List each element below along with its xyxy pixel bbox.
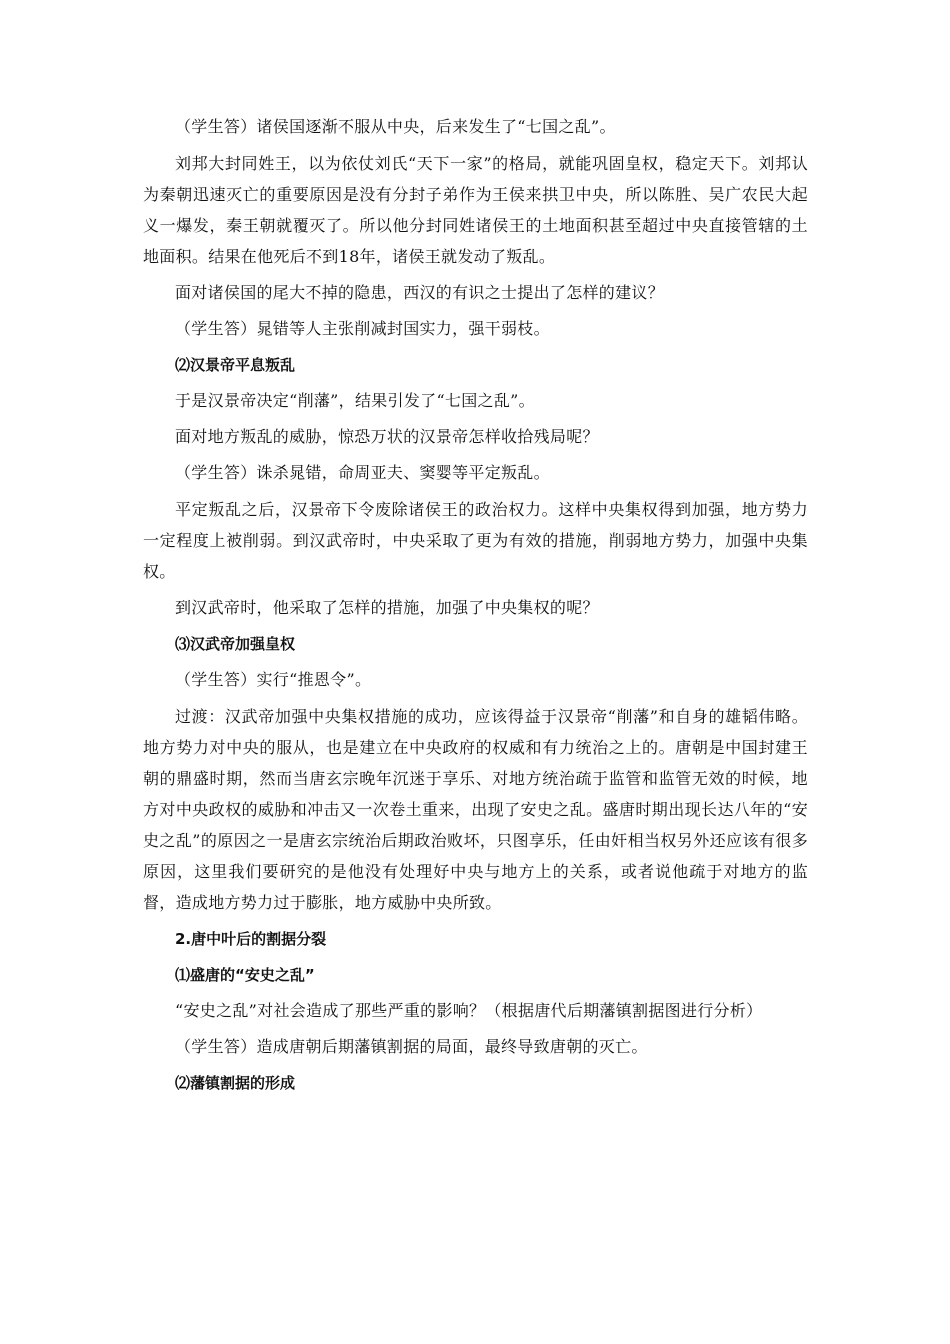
- document-page: [143, 118, 808, 1110]
- section-heading: 2.唐中叶后的割据分裂: [175, 930, 327, 948]
- paragraph: “安史之乱”对社会造成了那些严重的影响？（根据唐代后期藩镇割据图进行分析）: [175, 1001, 763, 1020]
- paragraph: （学生答）诛杀晁错，命周亚夫、窦婴等平定叛乱。: [175, 463, 550, 482]
- paragraph: 刘邦大封同姓王，以为依仗刘氏“天下一家”的格局，就能巩固皇权，稳定天下。刘邦认为秦朝迅速灭亡的重要原因是没有分封子弟作为王侯来拱卫中央，所以陈胜、吴广农民大起义一爆发，秦王朝就覆灭了。所以他分封同姓诸侯王的土地面积甚至超过中央直接管辖的土地面积。结果在他死后不到18年，诸侯王就发动了叛乱。: [143, 154, 808, 266]
- section-heading: ⑵汉景帝平息叛乱: [175, 356, 296, 374]
- paragraph: 于是汉景帝决定“削藩”，结果引发了“七国之乱”。: [175, 391, 535, 410]
- paragraph: 面对诸侯国的尾大不掉的隐患，西汉的有识之士提出了怎样的建议？: [175, 283, 665, 302]
- subsection-heading: ⑴盛唐的“安史之乱”: [175, 966, 315, 984]
- paragraph: （学生答）实行“推恩令”。: [175, 670, 372, 689]
- paragraph: （学生答）诸侯国逐渐不服从中央，后来发生了“七国之乱”。: [175, 117, 616, 136]
- paragraph: 面对地方叛乱的威胁，惊恐万状的汉景帝怎样收拾残局呢？: [175, 427, 599, 446]
- subsection-heading: ⑵藩镇割据的形成: [175, 1074, 296, 1092]
- paragraph: （学生答）造成唐朝后期藩镇割据的局面，最终导致唐朝的灭亡。: [175, 1037, 648, 1056]
- paragraph: 过渡：汉武帝加强中央集权措施的成功，应该得益于汉景帝“削藩”和自身的雄韬伟略。地方势力对中央的服从，也是建立在中央政府的权威和有力统治之上的。唐朝是中国封建王朝的鼎盛时期，然而当唐玄宗晚年沉迷于享乐、对地方统治疏于监管和监管无效的时候，地方对中央政权的威胁和冲击又一次卷土重来，出现了安史之乱。盛唐时期出现长达八年的“安史之乱”的原因之一是唐玄宗统治后期政治败坏，只图享乐，任由奸相当权另外还应该有很多原因，这里我们要研究的是他没有处理好中央与地方上的关系，或者说他疏于对地方的监督，造成地方势力过于膨胀，地方威胁中央所致。: [143, 707, 808, 912]
- paragraph: （学生答）晁错等人主张削减封国实力，强干弱枝。: [175, 319, 550, 338]
- section-heading: ⑶汉武帝加强皇权: [175, 635, 296, 653]
- paragraph: 平定叛乱之后，汉景帝下令废除诸侯王的政治权力。这样中央集权得到加强，地方势力一定程度上被削弱。到汉武帝时，中央采取了更为有效的措施，削弱地方势力，加强中央集权。: [143, 500, 808, 581]
- paragraph: 到汉武帝时，他采取了怎样的措施，加强了中央集权的呢？: [175, 598, 599, 617]
